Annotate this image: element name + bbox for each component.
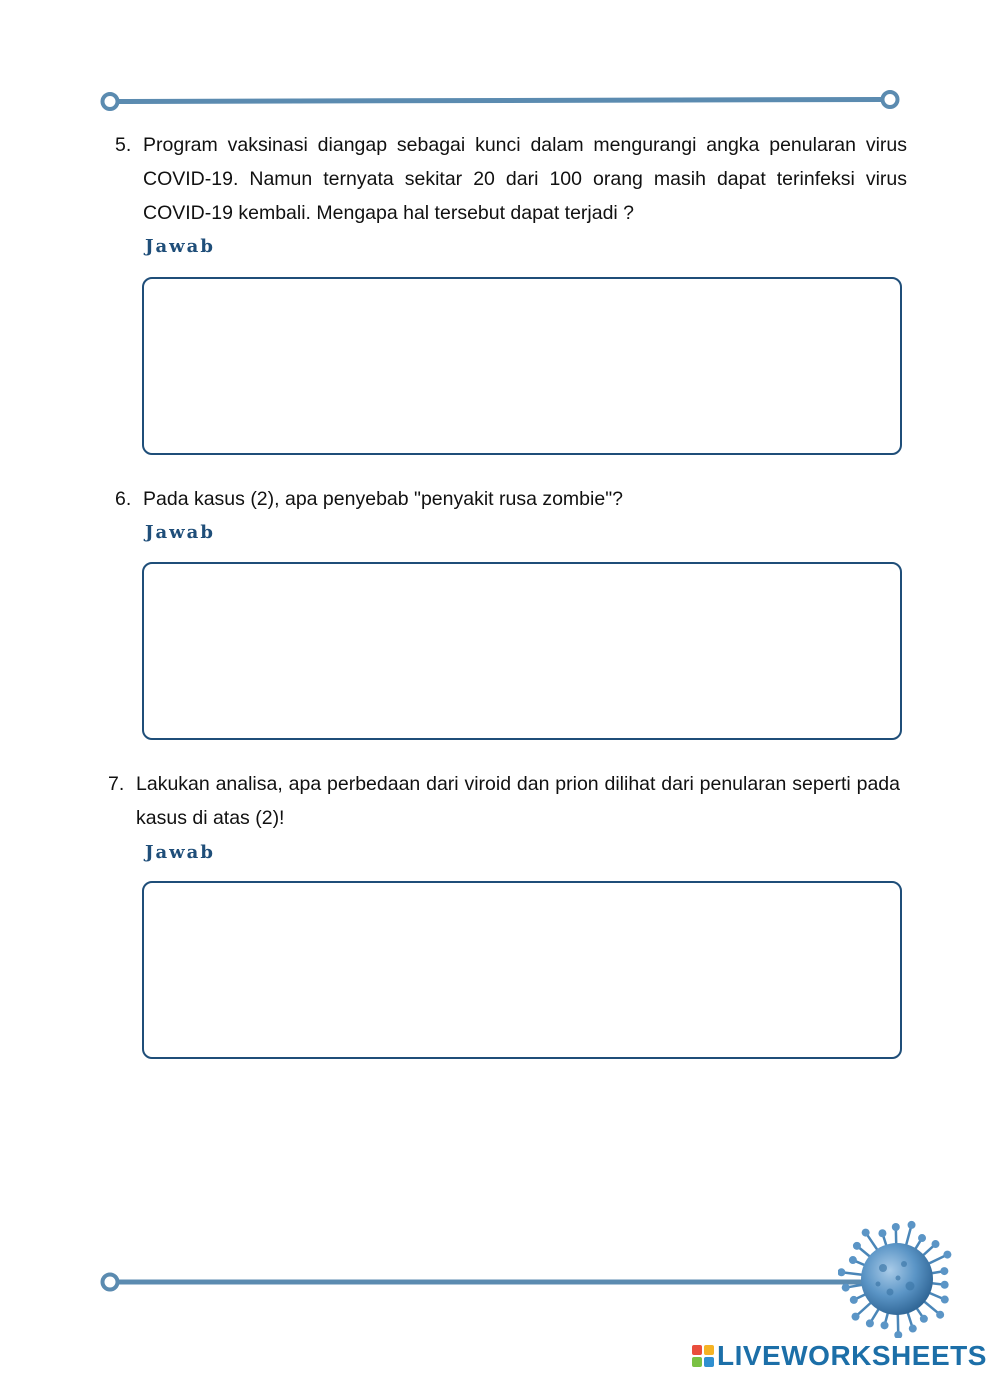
- question-7: [108, 767, 900, 835]
- virus-spike-tip: [932, 1240, 940, 1248]
- virus-spike-tip: [936, 1311, 944, 1319]
- virus-spike-tip: [862, 1229, 870, 1237]
- virus-spike-tip: [920, 1315, 928, 1323]
- answer-box-6[interactable]: [142, 562, 902, 740]
- liveworksheets-brand[interactable]: [692, 1340, 987, 1372]
- answer-box-7[interactable]: [142, 881, 902, 1059]
- answer-label: Jawab: [145, 842, 215, 863]
- virus-spike-tip: [908, 1221, 916, 1229]
- virus-spike-tip: [894, 1331, 902, 1338]
- question-text: Lakukan analisa, apa perbedaan dari viroid dan prion dilihat dari penularan seperti pada kasus di atas (2)!: [136, 773, 900, 829]
- virus-spike-tip: [941, 1296, 949, 1304]
- virus-spike-tip: [849, 1256, 857, 1264]
- virus-spike-tip: [852, 1313, 860, 1321]
- coronavirus-icon: [838, 1220, 956, 1338]
- answer-label: Jawab: [145, 522, 215, 543]
- virus-spike-tip: [850, 1296, 858, 1304]
- answer-box-5[interactable]: [142, 277, 902, 455]
- question-number: 5.: [115, 134, 132, 156]
- question-text: Program vaksinasi diangap sebagai kunci dalam mengurangi angka penularan virus COVID-19. Namun ternyata sekitar 20 dari 100 orang masih dapat terinfeksi virus COVID-19 kembali. Mengapa hal tersebut dapat terjadi ?: [143, 134, 907, 224]
- question-6: [115, 482, 907, 516]
- question-number: 7.: [108, 773, 125, 795]
- virus-spike-tip: [918, 1234, 926, 1242]
- virus-spike-tip: [878, 1229, 886, 1237]
- answer-label: Jawab: [145, 236, 215, 257]
- liveworksheets-logo-icon: [692, 1345, 714, 1367]
- virus-spike-tip: [941, 1281, 949, 1289]
- question-number: 6.: [115, 488, 132, 510]
- virus-spike-tip: [892, 1223, 900, 1231]
- question-5: [115, 128, 907, 230]
- top-divider: [98, 88, 904, 114]
- virus-spike-tip: [943, 1251, 951, 1259]
- virus-spike-tip: [853, 1242, 861, 1250]
- virus-spike-tip: [866, 1319, 874, 1327]
- virus-spike-tip: [842, 1284, 850, 1292]
- brand-name: LIVEWORKSHEETS: [717, 1340, 987, 1371]
- virus-spike-tip: [838, 1268, 845, 1276]
- question-text: Pada kasus (2), apa penyebab "penyakit rusa zombie"?: [143, 488, 623, 510]
- virus-spike-tip: [940, 1267, 948, 1275]
- virus-spike-tip: [881, 1321, 889, 1329]
- virus-spike-tip: [909, 1325, 917, 1333]
- bottom-divider: [98, 1269, 878, 1295]
